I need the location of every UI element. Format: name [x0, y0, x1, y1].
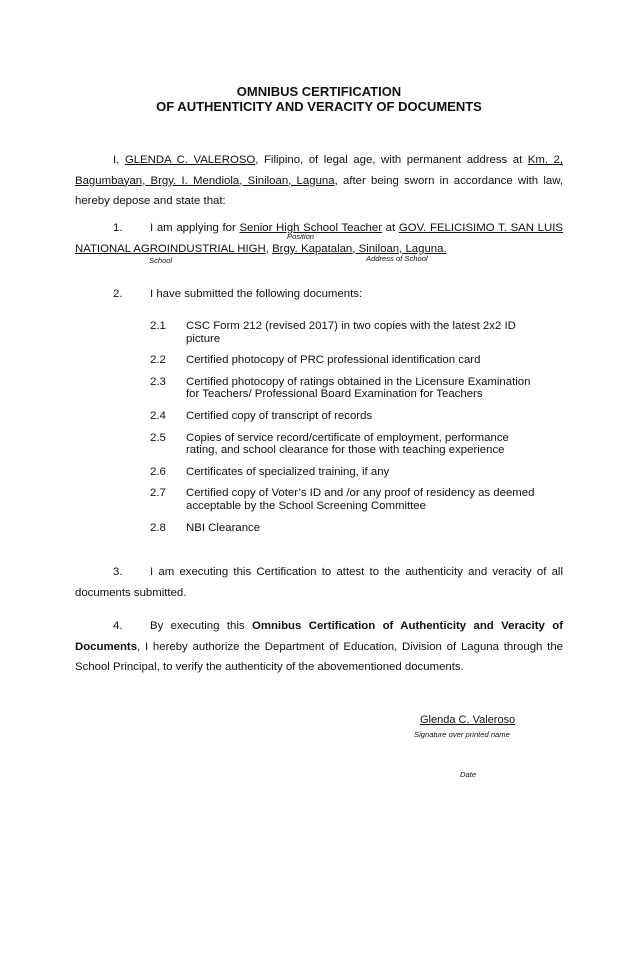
list-item [150, 410, 540, 423]
intro-text-3: , after being sworn in accordance with law, hereby depose and state that: [75, 174, 563, 207]
documents-list [150, 320, 540, 543]
item-1-text-1: I am applying for [150, 222, 240, 234]
doc-number: 2.3 [150, 375, 166, 388]
list-item [150, 487, 540, 512]
item-4-text-1: By executing this [150, 620, 252, 632]
item-1-text-3: , [265, 242, 273, 255]
title-line-1: OMNIBUS CERTIFICATION [236, 84, 402, 99]
item-1-paragraph [75, 218, 563, 259]
doc-text: Certified copy of Voter’s ID and /or any proof of residency as deemed acceptable by the School Screening Committee [186, 487, 535, 512]
signature-label: Signature over printed name [414, 730, 510, 739]
doc-number: 2.7 [150, 487, 166, 500]
item-3-paragraph [75, 562, 563, 603]
intro-paragraph [75, 150, 563, 212]
item-3-number: 3. [113, 566, 123, 578]
item-2-text: I have submitted the following documents: [150, 288, 363, 300]
doc-text: Certified photocopy of ratings obtained in the Licensure Examination for Teachers/ Professional Board Examination for Teachers [186, 375, 531, 401]
date-label: Date [460, 770, 477, 779]
item-3-text: I am executing this Certification to attest to the authenticity and veracity of all documents submitted. [75, 566, 563, 599]
item-2-number: 2. [113, 288, 123, 300]
intro-text-2: , Filipino, of legal age, with permanent address at [255, 154, 528, 166]
school-name: GOV. FELICISIMO T. SAN LUIS NATIONAL AGROINDUSTRIAL HIGH [75, 222, 563, 255]
doc-text: CSC Form 212 (revised 2017) in two copies with the latest 2x2 ID picture [186, 320, 516, 345]
item-4-text-2: , I hereby authorize the Department of Education, Division of Laguna through the School Principal, to verify the authenticity of the abovementioned documents. [75, 640, 563, 673]
permanent-address: Km. 2, Bagumbayan, Brgy. I. Mendiola, Siniloan, Laguna [75, 154, 564, 187]
list-item [150, 522, 540, 535]
list-item [150, 466, 540, 479]
position-label: Position [287, 232, 315, 241]
applicant-name: GLENDA C. VALEROSO [124, 154, 256, 166]
title-line-2: OF AUTHENTICITY AND VERACITY OF DOCUMENTS [156, 99, 482, 114]
doc-number: 2.5 [150, 431, 166, 444]
list-item [150, 432, 540, 457]
doc-text: Certified photocopy of PRC professional identification card [186, 354, 481, 367]
doc-number: 2.8 [150, 521, 166, 534]
doc-number: 2.2 [150, 354, 166, 367]
doc-number: 2.4 [150, 409, 166, 422]
list-item [150, 320, 540, 345]
list-item [150, 376, 540, 401]
intro-text-1: I, [113, 154, 125, 166]
item-4-number: 4. [113, 620, 123, 632]
doc-text: NBI Clearance [186, 521, 261, 534]
item-4-paragraph [75, 616, 563, 678]
school-address: Brgy. Kapatalan, Siniloan, Laguna. [272, 242, 447, 255]
address-of-school-label: Address of School [366, 254, 428, 263]
position-applied: Senior High School Teacher [239, 222, 382, 234]
item-4-bold-title: Omnibus Certification of Authenticity and Veracity of Documents [75, 620, 563, 653]
doc-text: Copies of service record/certificate of employment, performance rating, and school clearance for those with teaching experience [186, 431, 509, 457]
doc-text: Certificates of specialized training, if any [186, 465, 390, 478]
item-1-text-2: at [382, 222, 399, 234]
doc-number: 2.6 [150, 465, 166, 478]
item-2-paragraph [75, 284, 563, 305]
doc-text: Certified copy of transcript of records [186, 409, 373, 422]
signature-name: Glenda C. Valeroso [420, 714, 516, 726]
doc-number: 2.1 [150, 320, 166, 332]
school-label: School [149, 256, 173, 265]
item-1-number: 1. [113, 222, 123, 234]
list-item [150, 354, 540, 367]
